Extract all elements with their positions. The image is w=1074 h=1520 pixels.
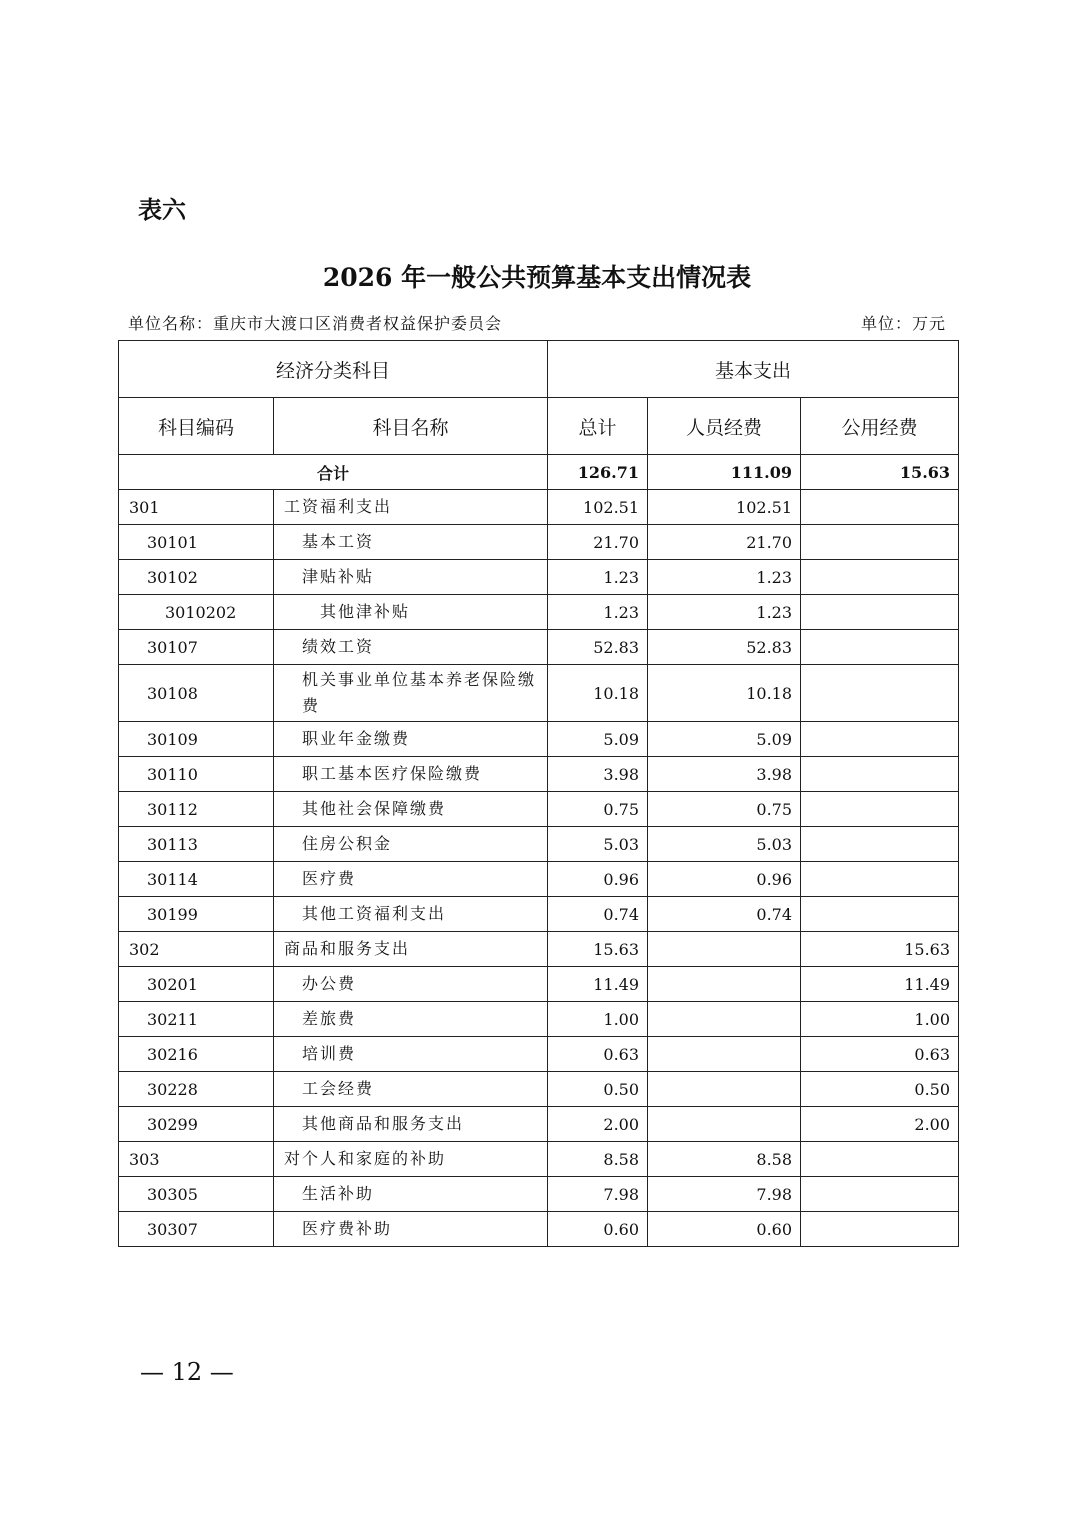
total-label: 合计 bbox=[119, 455, 548, 490]
row-name: 医疗费补助 bbox=[274, 1212, 548, 1247]
row-name: 医疗费 bbox=[274, 862, 548, 897]
row-code: 3010202 bbox=[119, 595, 274, 630]
table-row bbox=[119, 897, 959, 932]
row-public bbox=[801, 862, 959, 897]
total-public: 15.63 bbox=[801, 455, 959, 490]
row-public bbox=[801, 490, 959, 525]
row-name: 绩效工资 bbox=[274, 630, 548, 665]
row-code: 303 bbox=[119, 1142, 274, 1177]
row-public bbox=[801, 560, 959, 595]
row-total: 0.74 bbox=[548, 897, 648, 932]
row-code: 302 bbox=[119, 932, 274, 967]
row-personnel: 0.60 bbox=[648, 1212, 801, 1247]
row-total: 0.60 bbox=[548, 1212, 648, 1247]
row-personnel: 0.96 bbox=[648, 862, 801, 897]
row-personnel: 52.83 bbox=[648, 630, 801, 665]
row-public: 2.00 bbox=[801, 1107, 959, 1142]
table-row bbox=[119, 1177, 959, 1212]
unit-name: 单位名称：重庆市大渡口区消费者权益保护委员会 bbox=[128, 314, 503, 333]
row-code: 30108 bbox=[119, 665, 274, 722]
row-code: 30112 bbox=[119, 792, 274, 827]
page-title: 2026 年一般公共预算基本支出情况表 bbox=[322, 263, 752, 292]
row-total: 52.83 bbox=[548, 630, 648, 665]
row-code: 30299 bbox=[119, 1107, 274, 1142]
row-personnel: 21.70 bbox=[648, 525, 801, 560]
table-row bbox=[119, 630, 959, 665]
table-row bbox=[119, 722, 959, 757]
row-personnel: 0.74 bbox=[648, 897, 801, 932]
header-personnel: 人员经费 bbox=[648, 398, 801, 455]
row-name: 其他津补贴 bbox=[274, 595, 548, 630]
row-name: 培训费 bbox=[274, 1037, 548, 1072]
row-total: 0.75 bbox=[548, 792, 648, 827]
row-name: 工会经费 bbox=[274, 1072, 548, 1107]
row-name: 对个人和家庭的补助 bbox=[274, 1142, 548, 1177]
page-number: — 12 — bbox=[140, 1358, 234, 1386]
row-code: 30216 bbox=[119, 1037, 274, 1072]
row-total: 7.98 bbox=[548, 1177, 648, 1212]
row-personnel: 10.18 bbox=[648, 665, 801, 722]
row-public bbox=[801, 1212, 959, 1247]
row-name: 职业年金缴费 bbox=[274, 722, 548, 757]
table-row bbox=[119, 827, 959, 862]
table-row bbox=[119, 792, 959, 827]
table-row bbox=[119, 1037, 959, 1072]
row-public bbox=[801, 722, 959, 757]
row-public bbox=[801, 630, 959, 665]
row-code: 30110 bbox=[119, 757, 274, 792]
row-personnel bbox=[648, 967, 801, 1002]
table-row bbox=[119, 757, 959, 792]
row-code: 30102 bbox=[119, 560, 274, 595]
header-code: 科目编码 bbox=[119, 398, 274, 455]
row-public bbox=[801, 757, 959, 792]
row-public: 1.00 bbox=[801, 1002, 959, 1037]
table-row bbox=[119, 1142, 959, 1177]
row-name: 其他商品和服务支出 bbox=[274, 1107, 548, 1142]
row-total: 8.58 bbox=[548, 1142, 648, 1177]
total-personnel: 111.09 bbox=[648, 455, 801, 490]
row-personnel bbox=[648, 1002, 801, 1037]
row-code: 30199 bbox=[119, 897, 274, 932]
header-row-group bbox=[119, 341, 959, 398]
row-personnel: 0.75 bbox=[648, 792, 801, 827]
row-personnel: 3.98 bbox=[648, 757, 801, 792]
table-row bbox=[119, 665, 959, 722]
table-row bbox=[119, 560, 959, 595]
row-public bbox=[801, 1142, 959, 1177]
row-name: 差旅费 bbox=[274, 1002, 548, 1037]
row-name: 住房公积金 bbox=[274, 827, 548, 862]
row-code: 30307 bbox=[119, 1212, 274, 1247]
row-name: 其他工资福利支出 bbox=[274, 897, 548, 932]
row-total: 0.50 bbox=[548, 1072, 648, 1107]
header-basic-expenditure: 基本支出 bbox=[548, 341, 959, 398]
row-name: 商品和服务支出 bbox=[274, 932, 548, 967]
row-public: 15.63 bbox=[801, 932, 959, 967]
row-total: 1.23 bbox=[548, 595, 648, 630]
header-total: 总计 bbox=[548, 398, 648, 455]
table-row bbox=[119, 1212, 959, 1247]
row-code: 30114 bbox=[119, 862, 274, 897]
row-total: 2.00 bbox=[548, 1107, 648, 1142]
header-economic-category: 经济分类科目 bbox=[119, 341, 548, 398]
table-row bbox=[119, 525, 959, 560]
row-public bbox=[801, 595, 959, 630]
row-total: 0.96 bbox=[548, 862, 648, 897]
row-name: 生活补助 bbox=[274, 1177, 548, 1212]
row-total: 5.03 bbox=[548, 827, 648, 862]
row-personnel: 1.23 bbox=[648, 560, 801, 595]
row-public bbox=[801, 827, 959, 862]
total-row bbox=[119, 455, 959, 490]
row-public: 11.49 bbox=[801, 967, 959, 1002]
total-total: 126.71 bbox=[548, 455, 648, 490]
row-code: 30211 bbox=[119, 1002, 274, 1037]
row-total: 5.09 bbox=[548, 722, 648, 757]
header-row-columns bbox=[119, 398, 959, 455]
unit-label: 单位：万元 bbox=[860, 314, 946, 333]
table-row bbox=[119, 490, 959, 525]
row-personnel bbox=[648, 1107, 801, 1142]
row-personnel bbox=[648, 932, 801, 967]
row-personnel: 5.09 bbox=[648, 722, 801, 757]
row-public bbox=[801, 792, 959, 827]
header-public: 公用经费 bbox=[801, 398, 959, 455]
row-code: 30107 bbox=[119, 630, 274, 665]
row-public: 0.50 bbox=[801, 1072, 959, 1107]
table-row bbox=[119, 932, 959, 967]
row-personnel bbox=[648, 1037, 801, 1072]
row-total: 10.18 bbox=[548, 665, 648, 722]
row-total: 102.51 bbox=[548, 490, 648, 525]
table-row bbox=[119, 862, 959, 897]
row-total: 0.63 bbox=[548, 1037, 648, 1072]
row-name: 办公费 bbox=[274, 967, 548, 1002]
row-name: 职工基本医疗保险缴费 bbox=[274, 757, 548, 792]
table-row bbox=[119, 1072, 959, 1107]
row-public bbox=[801, 525, 959, 560]
row-personnel bbox=[648, 1072, 801, 1107]
row-name: 其他社会保障缴费 bbox=[274, 792, 548, 827]
row-name: 津贴补贴 bbox=[274, 560, 548, 595]
table-tag: 表六 bbox=[138, 196, 186, 224]
budget-table bbox=[118, 340, 959, 1247]
row-code: 30305 bbox=[119, 1177, 274, 1212]
row-code: 301 bbox=[119, 490, 274, 525]
table-row bbox=[119, 967, 959, 1002]
row-code: 30201 bbox=[119, 967, 274, 1002]
row-public: 0.63 bbox=[801, 1037, 959, 1072]
row-personnel: 102.51 bbox=[648, 490, 801, 525]
row-personnel: 5.03 bbox=[648, 827, 801, 862]
row-personnel: 1.23 bbox=[648, 595, 801, 630]
row-total: 1.00 bbox=[548, 1002, 648, 1037]
row-public bbox=[801, 897, 959, 932]
row-code: 30228 bbox=[119, 1072, 274, 1107]
row-total: 3.98 bbox=[548, 757, 648, 792]
row-total: 15.63 bbox=[548, 932, 648, 967]
row-total: 1.23 bbox=[548, 560, 648, 595]
row-personnel: 8.58 bbox=[648, 1142, 801, 1177]
table-row bbox=[119, 1002, 959, 1037]
row-code: 30113 bbox=[119, 827, 274, 862]
row-public bbox=[801, 665, 959, 722]
table-row bbox=[119, 595, 959, 630]
row-code: 30109 bbox=[119, 722, 274, 757]
row-name: 机关事业单位基本养老保险缴费 bbox=[274, 665, 548, 722]
header-name: 科目名称 bbox=[274, 398, 548, 455]
row-name: 工资福利支出 bbox=[274, 490, 548, 525]
row-code: 30101 bbox=[119, 525, 274, 560]
row-public bbox=[801, 1177, 959, 1212]
row-name: 基本工资 bbox=[274, 525, 548, 560]
table-row bbox=[119, 1107, 959, 1142]
row-total: 11.49 bbox=[548, 967, 648, 1002]
row-personnel: 7.98 bbox=[648, 1177, 801, 1212]
row-total: 21.70 bbox=[548, 525, 648, 560]
